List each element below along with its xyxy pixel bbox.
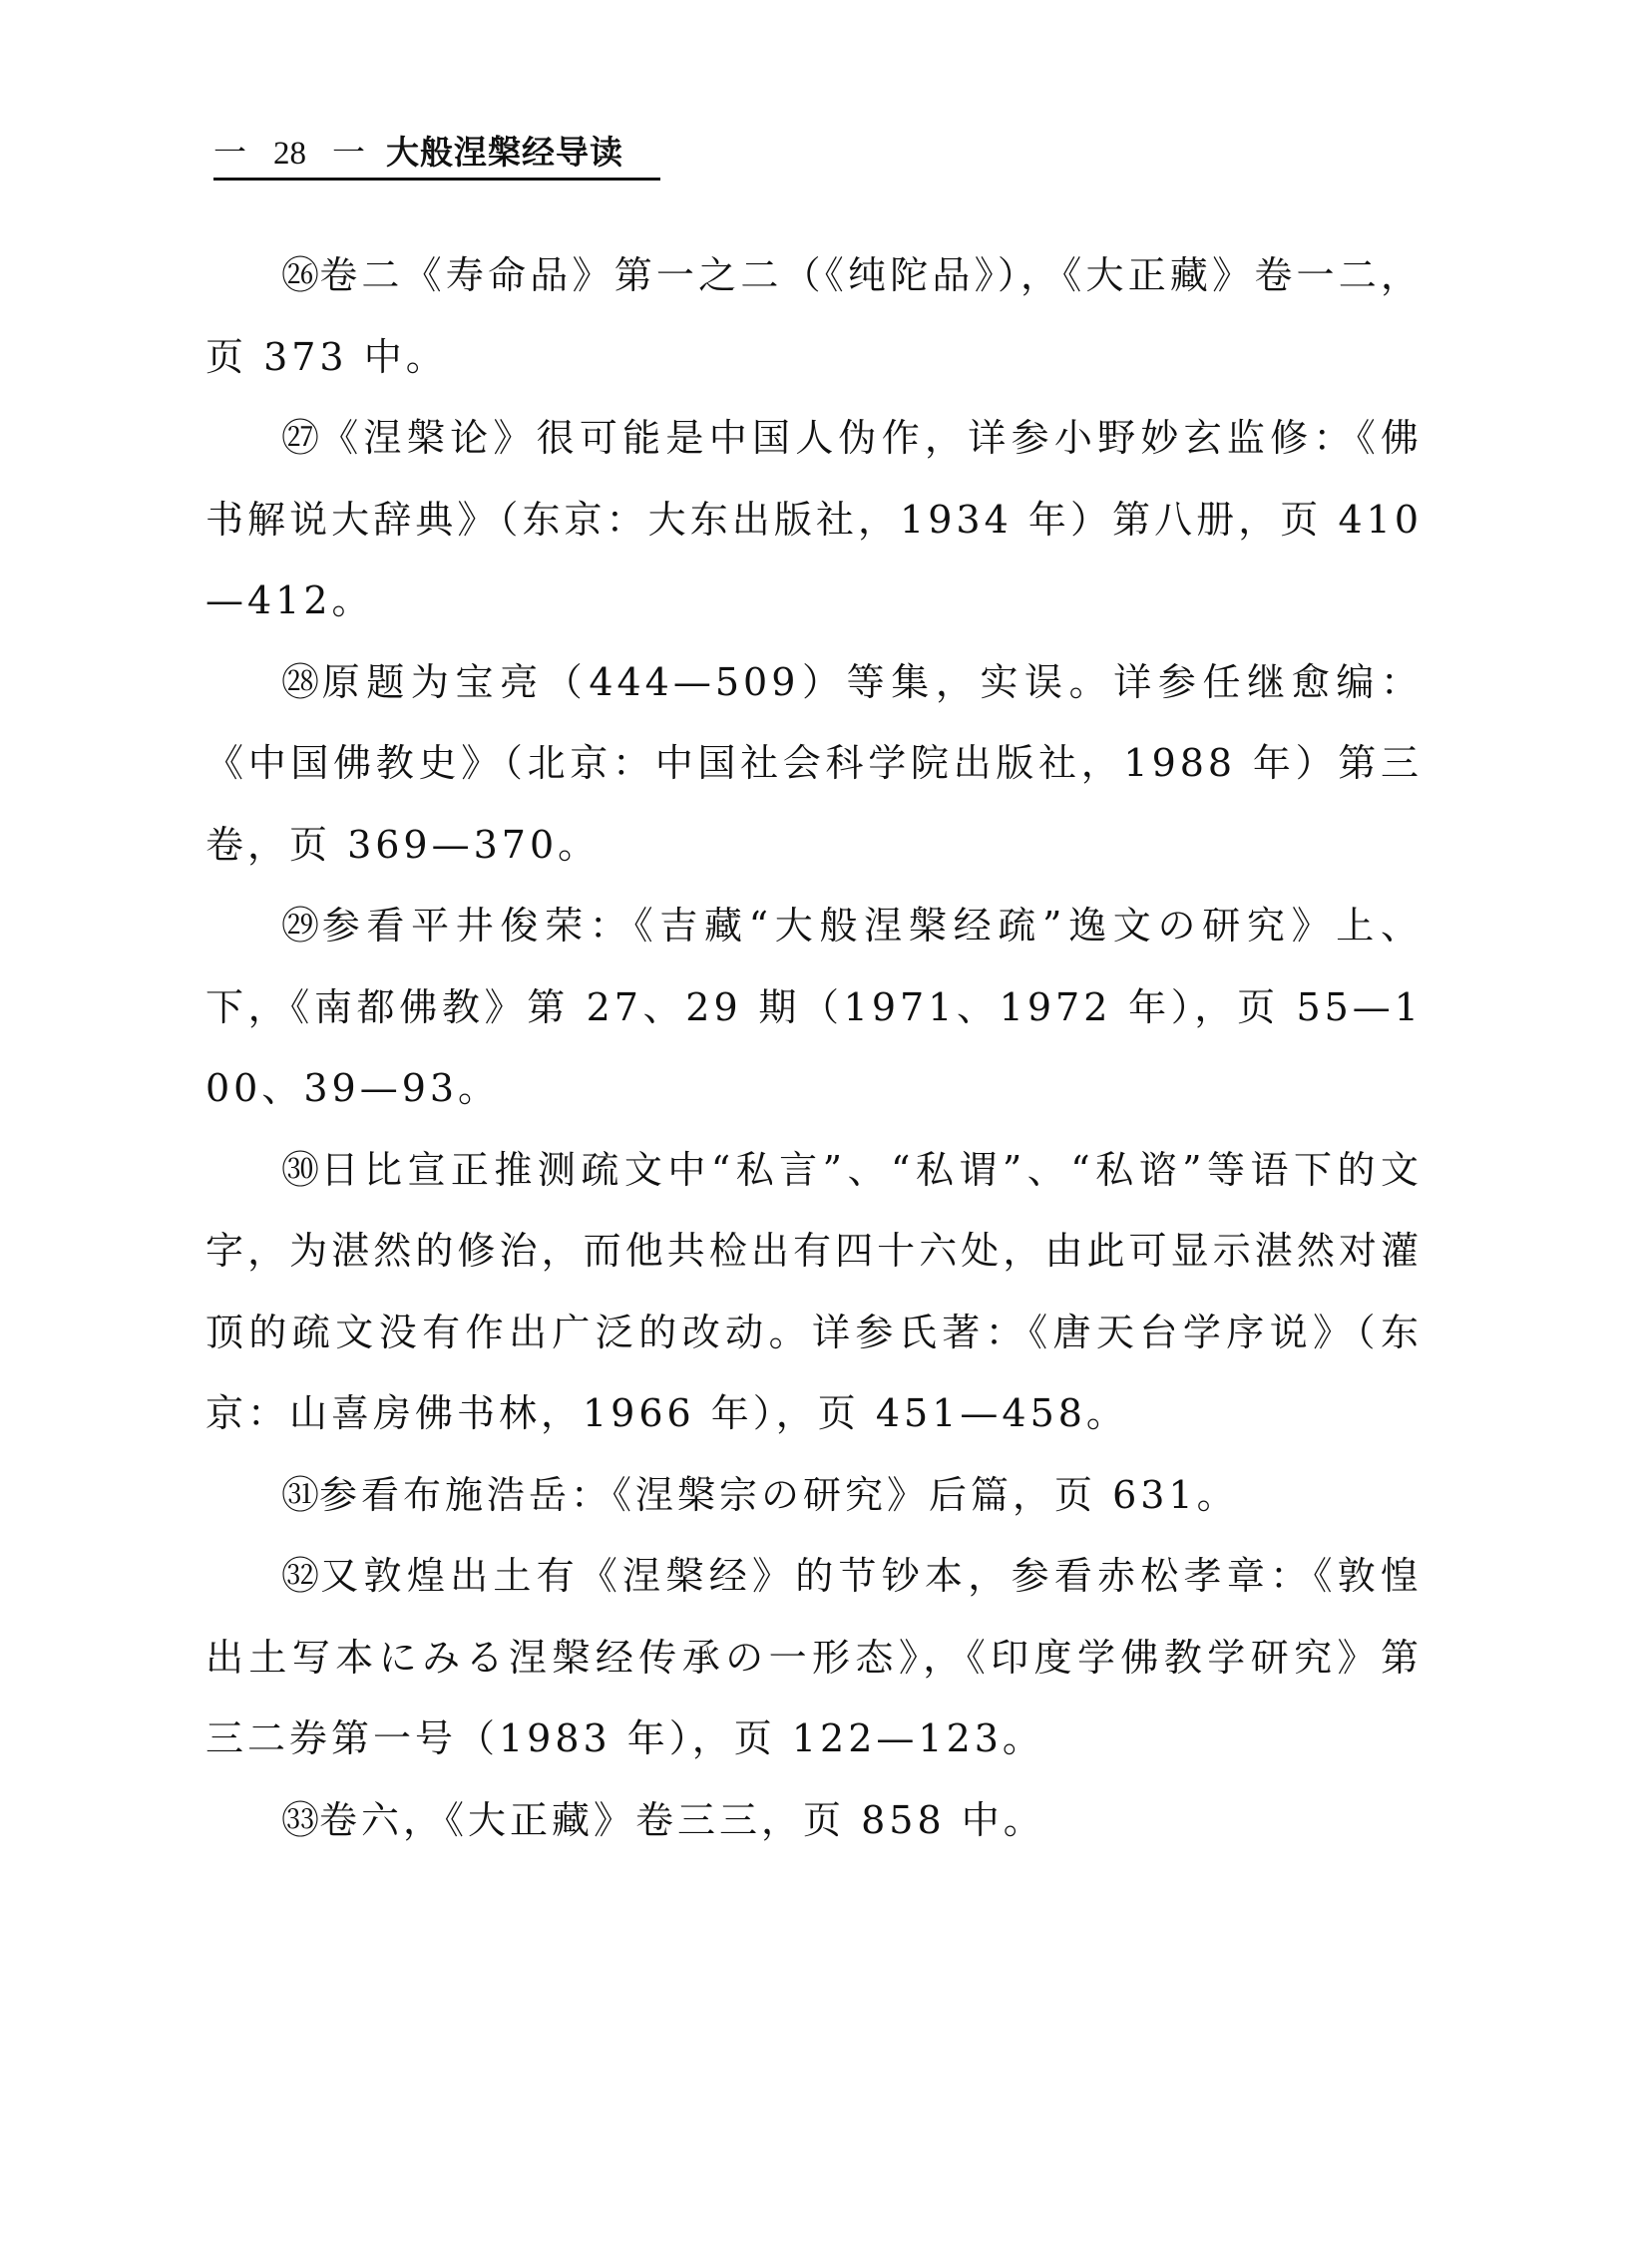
note-marker: ㉜ (281, 1554, 321, 1598)
endnote-29 (205, 886, 1423, 1130)
endnote-33 (205, 1780, 1423, 1862)
header-dash-right: 一 (332, 133, 365, 172)
note-marker: ㉝ (281, 1797, 320, 1842)
note-text: 参看布施浩岳：《涅槃宗の研究》后篇，页 631。 (319, 1472, 1239, 1517)
note-marker: ㉗ (281, 416, 321, 460)
book-title: 大般涅槃经导读 (386, 133, 623, 172)
note-text: 日比宣正推测疏文中“私言”、“私谓”、“私谘”等语下的文字，为湛然的修治，而他共检出有四十六处，由此可显示湛然对灌顶的疏文没有作出广泛的改动。详参氏著：《唐天台学序说》（东京：山喜房佛书林，1966 年），页 451—458。 (205, 1147, 1423, 1435)
note-text: 卷六，《大正藏》卷三三，页 858 中。 (319, 1797, 1045, 1842)
endnote-27 (205, 398, 1423, 642)
running-header (213, 128, 660, 181)
note-text: 《涅槃论》很可能是中国人伪作，详参小野妙玄监修：《佛书解说大辞典》（东京：大东出版社，1934 年）第八册，页 410—412。 (205, 416, 1423, 622)
note-marker: ㉘ (281, 659, 322, 704)
note-text: 又敦煌出土有《涅槃经》的节钞本，参看赤松孝章：《敦惶出土写本にみる涅槃经传承の一形态》，《印度学佛教学研究》第三二券第一号（1983 年），页 122—123。 (205, 1554, 1423, 1760)
note-marker: ㉖ (281, 253, 320, 297)
endnote-31 (205, 1455, 1423, 1537)
note-marker: ㉛ (281, 1472, 320, 1517)
note-marker: ㉙ (281, 904, 322, 947)
endnote-30 (205, 1130, 1423, 1455)
note-marker: ㉚ (281, 1147, 321, 1192)
note-text: 原题为宝亮（444—509）等集，实误。详参任继愈编：《中国佛教史》（北京：中国社会科学院出版社，1988 年）第三卷，页 369—370。 (205, 659, 1423, 867)
note-text: 参看平井俊荣：《吉藏“大般涅槃经疏”逸文の研究》上、下，《南都佛教》第 27、29 期（1971、1972 年），页 55—100、39—93。 (205, 904, 1423, 1110)
note-text: 卷二《寿命品》第一之二（《纯陀品》），《大正藏》卷一二，页 373 中。 (205, 253, 1423, 379)
endnote-32 (205, 1536, 1423, 1780)
endnote-26 (205, 235, 1423, 398)
endnote-28 (205, 642, 1423, 887)
header-dash-left: 一 (213, 133, 246, 172)
page-number: 28 (273, 136, 306, 172)
endnotes-list (205, 235, 1423, 1861)
